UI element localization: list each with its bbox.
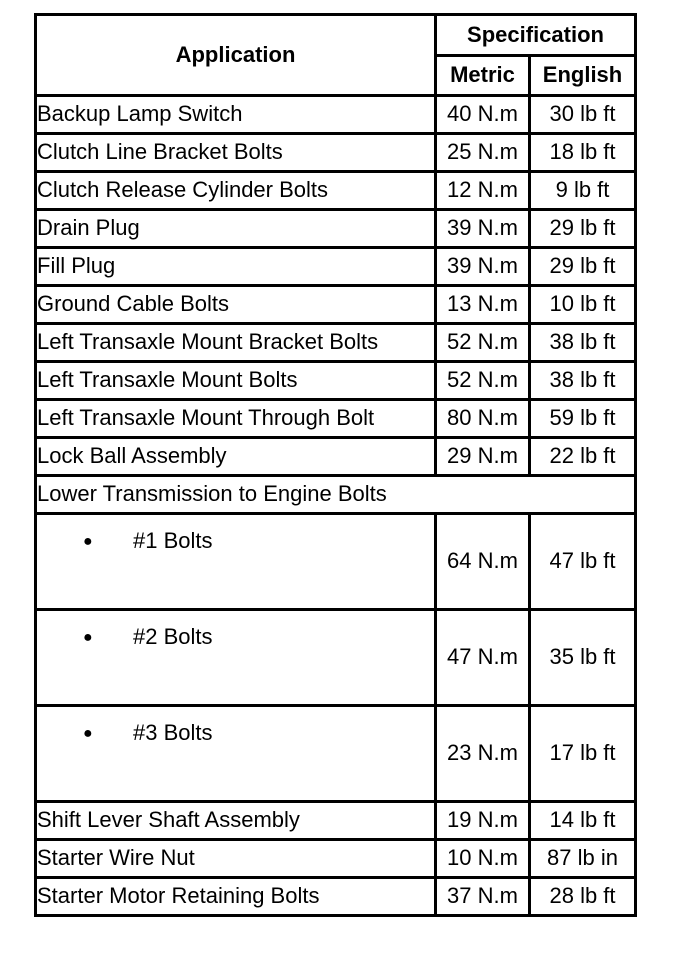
application-cell: Starter Wire Nut — [36, 840, 436, 878]
application-cell: Ground Cable Bolts — [36, 286, 436, 324]
group-item-label: #1 Bolts — [133, 528, 213, 553]
english-cell: 9 lb ft — [530, 172, 636, 210]
english-cell: 22 lb ft — [530, 438, 636, 476]
table-row — [36, 400, 636, 438]
group-header-row — [36, 476, 636, 514]
english-cell: 35 lb ft — [530, 610, 636, 706]
table-row — [36, 286, 636, 324]
bullet-icon: ● — [83, 533, 93, 550]
group-item-label: #2 Bolts — [133, 624, 213, 649]
application-cell — [36, 706, 436, 802]
table-row — [36, 210, 636, 248]
english-cell: 17 lb ft — [530, 706, 636, 802]
metric-cell: 52 N.m — [436, 362, 530, 400]
group-label: Lower Transmission to Engine Bolts — [36, 476, 636, 514]
application-cell: Left Transaxle Mount Bolts — [36, 362, 436, 400]
torque-spec-table — [34, 13, 637, 917]
metric-cell: 10 N.m — [436, 840, 530, 878]
group-item-row — [36, 610, 636, 706]
table-row — [36, 878, 636, 916]
english-cell: 87 lb in — [530, 840, 636, 878]
group-item-label: #3 Bolts — [133, 720, 213, 745]
table-row — [36, 438, 636, 476]
metric-cell: 29 N.m — [436, 438, 530, 476]
english-cell: 29 lb ft — [530, 248, 636, 286]
metric-cell: 40 N.m — [436, 96, 530, 134]
application-cell — [36, 610, 436, 706]
english-cell: 29 lb ft — [530, 210, 636, 248]
english-cell: 59 lb ft — [530, 400, 636, 438]
bullet-icon: ● — [83, 629, 93, 646]
english-cell: 30 lb ft — [530, 96, 636, 134]
table-row — [36, 172, 636, 210]
application-cell: Clutch Line Bracket Bolts — [36, 134, 436, 172]
application-cell: Fill Plug — [36, 248, 436, 286]
group-item-row — [36, 514, 636, 610]
metric-header: Metric — [436, 55, 530, 96]
english-cell: 38 lb ft — [530, 324, 636, 362]
metric-cell: 47 N.m — [436, 610, 530, 706]
metric-cell: 12 N.m — [436, 172, 530, 210]
specification-header: Specification — [436, 15, 636, 56]
metric-cell: 39 N.m — [436, 248, 530, 286]
application-cell: Backup Lamp Switch — [36, 96, 436, 134]
english-cell: 18 lb ft — [530, 134, 636, 172]
metric-cell: 13 N.m — [436, 286, 530, 324]
application-cell: Starter Motor Retaining Bolts — [36, 878, 436, 916]
table-row — [36, 324, 636, 362]
bullet-icon: ● — [83, 725, 93, 742]
table-row — [36, 248, 636, 286]
metric-cell: 52 N.m — [436, 324, 530, 362]
table-row — [36, 840, 636, 878]
english-cell: 38 lb ft — [530, 362, 636, 400]
application-cell: Left Transaxle Mount Bracket Bolts — [36, 324, 436, 362]
metric-cell: 19 N.m — [436, 802, 530, 840]
english-cell: 10 lb ft — [530, 286, 636, 324]
application-header: Application — [36, 15, 436, 96]
metric-cell: 64 N.m — [436, 514, 530, 610]
application-cell: Clutch Release Cylinder Bolts — [36, 172, 436, 210]
english-cell: 47 lb ft — [530, 514, 636, 610]
metric-cell: 80 N.m — [436, 400, 530, 438]
application-cell: Drain Plug — [36, 210, 436, 248]
english-cell: 28 lb ft — [530, 878, 636, 916]
application-cell: Left Transaxle Mount Through Bolt — [36, 400, 436, 438]
table-row — [36, 96, 636, 134]
metric-cell: 37 N.m — [436, 878, 530, 916]
table-row — [36, 134, 636, 172]
application-cell — [36, 514, 436, 610]
metric-cell: 25 N.m — [436, 134, 530, 172]
application-cell: Lock Ball Assembly — [36, 438, 436, 476]
table-row — [36, 362, 636, 400]
english-header: English — [530, 55, 636, 96]
application-cell: Shift Lever Shaft Assembly — [36, 802, 436, 840]
metric-cell: 23 N.m — [436, 706, 530, 802]
table-row — [36, 802, 636, 840]
group-item-row — [36, 706, 636, 802]
metric-cell: 39 N.m — [436, 210, 530, 248]
english-cell: 14 lb ft — [530, 802, 636, 840]
